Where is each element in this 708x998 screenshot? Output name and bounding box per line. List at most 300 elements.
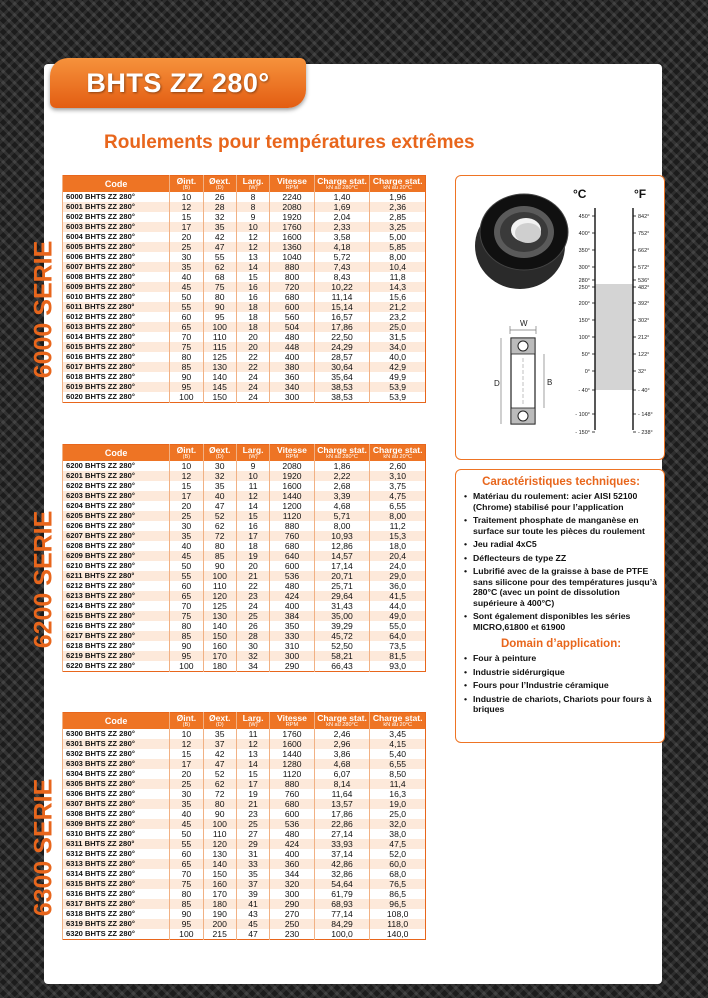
bearing-code-cell: 6012 BHTS ZZ 280°	[63, 312, 170, 322]
table-row	[63, 929, 426, 940]
table-cell: 21,2	[370, 302, 426, 312]
table-cell: 130	[203, 611, 236, 621]
table-cell: 1120	[270, 511, 314, 521]
table-row	[63, 302, 426, 312]
column-header-unit: (D)	[215, 721, 224, 728]
table-cell: 61,79	[314, 889, 370, 899]
table-cell: 800	[270, 272, 314, 282]
bearing-code-cell: 6307 BHTS ZZ 280°	[63, 799, 170, 809]
column-header-label: Øext.	[208, 444, 231, 455]
celsius-tick-label: 100°	[578, 335, 590, 341]
table-cell: 15,14	[314, 302, 370, 312]
column-header-load-20	[370, 713, 426, 729]
bearing-code-cell: 6218 BHTS ZZ 280°	[63, 641, 170, 651]
table-cell: 75	[170, 611, 203, 621]
table-cell: 12	[236, 739, 269, 749]
table-cell: 47	[203, 242, 236, 252]
table-row	[63, 561, 426, 571]
table-cell: 2080	[270, 461, 314, 471]
table-cell: 2,96	[314, 739, 370, 749]
table-row	[63, 312, 426, 322]
table-cell: 55	[170, 571, 203, 581]
table-cell: 760	[270, 789, 314, 799]
table-row	[63, 202, 426, 212]
table-row	[63, 621, 426, 631]
table-row	[63, 242, 426, 252]
table-cell: 42,86	[314, 859, 370, 869]
table-cell: 26	[203, 192, 236, 202]
table-cell: 95	[170, 382, 203, 392]
table-cell: 448	[270, 342, 314, 352]
table-cell: 480	[270, 332, 314, 342]
table-cell: 4,15	[370, 739, 426, 749]
column-header-d-int	[170, 176, 203, 192]
bearing-code-cell: 6308 BHTS ZZ 280°	[63, 809, 170, 819]
table-header-row	[63, 713, 426, 729]
table-cell: 90	[170, 641, 203, 651]
table-cell: 75	[170, 879, 203, 889]
column-header-speed	[270, 713, 314, 729]
bearing-code-cell: 6311 BHTS ZZ 280°	[63, 839, 170, 849]
table-cell: 400	[270, 849, 314, 859]
table-cell: 160	[203, 879, 236, 889]
celsius-tick-label: - 100°	[575, 412, 590, 418]
dim-w-label: W	[520, 319, 528, 328]
bearing-code-cell: 6313 BHTS ZZ 280°	[63, 859, 170, 869]
table-cell: 77,14	[314, 909, 370, 919]
column-header-unit: RPM	[285, 721, 299, 728]
table-cell: 344	[270, 869, 314, 879]
table-cell: 230	[270, 929, 314, 940]
column-header-unit: (B)	[182, 184, 191, 191]
table-row	[63, 749, 426, 759]
table-cell: 110	[203, 581, 236, 591]
brand-banner	[50, 58, 306, 108]
table-row	[63, 392, 426, 403]
table-cell: 310	[270, 641, 314, 651]
table-cell: 58,21	[314, 651, 370, 661]
table-cell: 350	[270, 621, 314, 631]
table-row	[63, 551, 426, 561]
table-cell: 720	[270, 282, 314, 292]
bearing-code-cell: 6320 BHTS ZZ 280°	[63, 929, 170, 940]
table-cell: 19	[236, 551, 269, 561]
table-cell: 34	[236, 661, 269, 672]
table-row	[63, 799, 426, 809]
table-cell: 2,60	[370, 461, 426, 471]
table-cell: 330	[270, 631, 314, 641]
table-cell: 62	[203, 779, 236, 789]
table-cell: 3,25	[370, 222, 426, 232]
table-cell: 28	[203, 202, 236, 212]
operating-range-band	[595, 284, 633, 390]
column-header-unit: kN au 280°C	[326, 721, 358, 728]
column-header-label: Vitesse	[277, 444, 307, 455]
column-header-unit: kN au 280°C	[326, 453, 358, 460]
table-cell: 86,5	[370, 889, 426, 899]
fahrenheit-unit: °F	[634, 187, 647, 201]
list-item: • Lubrifié avec de la graisse à base de PTFE sans silicone pour des températures jusqu’à 280°C (avec un point de dissolution supérieure à 400°C)	[464, 566, 658, 608]
table-cell: 29,64	[314, 591, 370, 601]
table-cell: 7,43	[314, 262, 370, 272]
column-header-label: Code	[104, 447, 128, 458]
table-cell: 35	[236, 869, 269, 879]
column-header-width	[236, 713, 269, 729]
table-cell: 32	[203, 212, 236, 222]
table-cell: 340	[270, 382, 314, 392]
table-cell: 80	[203, 541, 236, 551]
table-cell: 17,86	[314, 809, 370, 819]
table-cell: 215	[203, 929, 236, 940]
table-cell: 47,5	[370, 839, 426, 849]
serie-label-text: 6000 SERIE	[29, 240, 58, 378]
bearing-code-cell: 6003 BHTS ZZ 280°	[63, 222, 170, 232]
bearing-diagram-panel	[455, 175, 665, 460]
bearing-code-cell: 6304 BHTS ZZ 280°	[63, 769, 170, 779]
table-cell: 100	[203, 571, 236, 581]
bearing-code-cell: 6010 BHTS ZZ 280°	[63, 292, 170, 302]
table-cell: 15	[236, 769, 269, 779]
table-cell: 19,0	[370, 799, 426, 809]
table-cell: 90	[203, 302, 236, 312]
table-cell: 39	[236, 889, 269, 899]
table-cell: 40	[170, 541, 203, 551]
table-cell: 25,0	[370, 322, 426, 332]
table-cell: 5,00	[370, 232, 426, 242]
table-cell: 37,14	[314, 849, 370, 859]
table-cell: 12	[236, 242, 269, 252]
table-cell: 3,58	[314, 232, 370, 242]
bearing-code-cell: 6319 BHTS ZZ 280°	[63, 919, 170, 929]
table-row	[63, 571, 426, 581]
table-cell: 44,0	[370, 601, 426, 611]
table-cell: 12	[170, 202, 203, 212]
table-cell: 11,4	[370, 779, 426, 789]
bearing-code-cell: 6015 BHTS ZZ 280°	[63, 342, 170, 352]
table-cell: 100	[170, 392, 203, 403]
table-cell: 41,5	[370, 591, 426, 601]
table-row	[63, 362, 426, 372]
table-cell: 140	[203, 621, 236, 631]
table-cell: 90	[170, 372, 203, 382]
table-cell: 12	[170, 739, 203, 749]
table-cell: 42	[203, 232, 236, 242]
table-row	[63, 541, 426, 551]
table-row	[63, 212, 426, 222]
table-cell: 12	[236, 491, 269, 501]
table-cell: 17,86	[314, 322, 370, 332]
bearing-code-cell: 6002 BHTS ZZ 280°	[63, 212, 170, 222]
table-cell: 2,22	[314, 471, 370, 481]
temperature-scale	[573, 187, 653, 436]
table-row	[63, 879, 426, 889]
list-item: • Déflecteurs de type ZZ	[464, 553, 658, 564]
table-row	[63, 501, 426, 511]
table-cell: 31	[236, 849, 269, 859]
table-cell: 47	[203, 759, 236, 769]
table-cell: 40,0	[370, 352, 426, 362]
table-row	[63, 869, 426, 879]
table-cell: 20	[170, 501, 203, 511]
table-cell: 68,0	[370, 869, 426, 879]
table-cell: 600	[270, 809, 314, 819]
table-row	[63, 262, 426, 272]
table-cell: 15	[236, 272, 269, 282]
table-cell: 35	[203, 222, 236, 232]
column-header-label: Charge stat.	[317, 712, 367, 723]
table-cell: 8,00	[370, 511, 426, 521]
table-cell: 66,43	[314, 661, 370, 672]
table-cell: 130	[203, 849, 236, 859]
column-header-unit: RPM	[285, 453, 299, 460]
table-cell: 62	[203, 262, 236, 272]
table-cell: 50	[170, 292, 203, 302]
page-headline: Roulements pour températures extrêmes	[104, 132, 475, 153]
table-cell: 1600	[270, 232, 314, 242]
table-cell: 5,72	[314, 252, 370, 262]
table-cell: 12	[236, 232, 269, 242]
table-cell: 14	[236, 759, 269, 769]
table-cell: 80	[203, 292, 236, 302]
bearing-section-drawing	[501, 326, 544, 424]
table-cell: 45,72	[314, 631, 370, 641]
table-cell: 145	[203, 382, 236, 392]
table-cell: 1,40	[314, 192, 370, 202]
table-cell: 50	[170, 561, 203, 571]
bearing-code-cell: 6008 BHTS ZZ 280°	[63, 272, 170, 282]
table-cell: 60	[170, 581, 203, 591]
list-item: • Fours pour l’Industrie céramique	[464, 680, 658, 691]
table-cell: 45	[170, 819, 203, 829]
table-cell: 18,0	[370, 541, 426, 551]
table-cell: 75	[170, 342, 203, 352]
table-row	[63, 232, 426, 242]
column-header-code	[63, 176, 170, 192]
table-cell: 20,71	[314, 571, 370, 581]
fahrenheit-tick-label: 662°	[638, 248, 650, 254]
table-cell: 8	[236, 192, 269, 202]
table-row	[63, 252, 426, 262]
table-cell: 20	[170, 232, 203, 242]
column-header-unit: (B)	[182, 721, 191, 728]
table-cell: 35,64	[314, 372, 370, 382]
celsius-tick-label: - 150°	[575, 430, 590, 436]
table-cell: 1760	[270, 729, 314, 739]
column-header-unit: kN au 20°C	[383, 721, 412, 728]
table-cell: 480	[270, 581, 314, 591]
column-header-unit: (W)	[248, 184, 258, 191]
table-row	[63, 809, 426, 819]
table-cell: 250	[270, 919, 314, 929]
column-header-unit: RPM	[285, 184, 299, 191]
bearing-code-cell: 6302 BHTS ZZ 280°	[63, 749, 170, 759]
table-cell: 54,64	[314, 879, 370, 889]
table-cell: 4,75	[370, 491, 426, 501]
list-item: • Industrie sidérurgique	[464, 667, 658, 678]
table-cell: 31,5	[370, 332, 426, 342]
table-cell: 160	[203, 641, 236, 651]
bearing-code-cell: 6215 BHTS ZZ 280°	[63, 611, 170, 621]
celsius-tick-label: 350°	[578, 248, 590, 254]
column-header-code	[63, 445, 170, 461]
table-cell: 29	[236, 839, 269, 849]
serie-label-text: 6200 SERIE	[29, 510, 58, 648]
table-cell: 115	[203, 342, 236, 352]
table-cell: 60,0	[370, 859, 426, 869]
table-cell: 68	[203, 272, 236, 282]
bearing-code-cell: 6301 BHTS ZZ 280°	[63, 739, 170, 749]
table-cell: 16,3	[370, 789, 426, 799]
table-cell: 75	[203, 282, 236, 292]
table-cell: 35	[203, 729, 236, 739]
column-header-unit: (D)	[215, 184, 224, 191]
bearing-code-cell: 6300 BHTS ZZ 280°	[63, 729, 170, 739]
table-cell: 17	[170, 222, 203, 232]
table-cell: 33,93	[314, 839, 370, 849]
table-cell: 108,0	[370, 909, 426, 919]
table-cell: 100	[203, 819, 236, 829]
table-cell: 15	[170, 212, 203, 222]
table-cell: 45	[236, 919, 269, 929]
table-cell: 85	[170, 631, 203, 641]
table-cell: 55	[203, 252, 236, 262]
table-cell: 4,68	[314, 759, 370, 769]
table-cell: 680	[270, 541, 314, 551]
table-cell: 140	[203, 859, 236, 869]
column-header-unit: kN au 20°C	[383, 453, 412, 460]
table-cell: 536	[270, 819, 314, 829]
bearing-code-cell: 6014 BHTS ZZ 280°	[63, 332, 170, 342]
table-cell: 36,0	[370, 581, 426, 591]
table-cell: 5,71	[314, 511, 370, 521]
table-cell: 35,00	[314, 611, 370, 621]
table-cell: 504	[270, 322, 314, 332]
column-header-speed	[270, 176, 314, 192]
fahrenheit-tick-label: - 148°	[638, 412, 653, 418]
table-row	[63, 849, 426, 859]
table-cell: 18	[236, 322, 269, 332]
table-cell: 12,86	[314, 541, 370, 551]
fahrenheit-tick-label: 392°	[638, 301, 650, 307]
table-cell: 21	[236, 571, 269, 581]
characteristics-panel	[455, 469, 665, 743]
bearing-code-cell: 6220 BHTS ZZ 280°	[63, 661, 170, 672]
table-cell: 25,71	[314, 581, 370, 591]
fahrenheit-tick-label: - 238°	[638, 430, 653, 436]
table-row	[63, 372, 426, 382]
table-cell: 180	[203, 661, 236, 672]
celsius-tick-label: 300°	[578, 265, 590, 271]
bearing-code-cell: 6007 BHTS ZZ 280°	[63, 262, 170, 272]
celsius-tick-label: 250°	[578, 285, 590, 291]
table-cell: 42	[203, 749, 236, 759]
table-cell: 1,86	[314, 461, 370, 471]
table-cell: 84,29	[314, 919, 370, 929]
table-cell: 30	[203, 461, 236, 471]
application-title: Domain d’application:	[500, 638, 622, 650]
column-header-label: Charge stat.	[372, 175, 423, 186]
table-cell: 16,57	[314, 312, 370, 322]
fahrenheit-tick-label: 122°	[638, 352, 650, 358]
bearing-code-cell: 6200 BHTS ZZ 280°	[63, 461, 170, 471]
table-cell: 24	[236, 372, 269, 382]
table-cell: 18	[236, 541, 269, 551]
table-cell: 6,07	[314, 769, 370, 779]
bearing-code-cell: 6312 BHTS ZZ 280°	[63, 849, 170, 859]
table-cell: 11,2	[370, 521, 426, 531]
table-cell: 73,5	[370, 641, 426, 651]
table-cell: 52	[203, 769, 236, 779]
table-row	[63, 631, 426, 641]
characteristics-title: Caractéristiques techniques:	[482, 476, 640, 488]
table-cell: 5,85	[370, 242, 426, 252]
table-cell: 15,6	[370, 292, 426, 302]
table-cell: 424	[270, 839, 314, 849]
table-cell: 35	[170, 799, 203, 809]
table-cell: 10	[170, 729, 203, 739]
table-cell: 72	[203, 789, 236, 799]
celsius-tick-label: 200°	[578, 301, 590, 307]
table-cell: 14,3	[370, 282, 426, 292]
table-cell: 11	[236, 481, 269, 491]
table-cell: 30	[170, 521, 203, 531]
table-6300-serie	[62, 712, 426, 940]
table-cell: 150	[203, 869, 236, 879]
table-row	[63, 491, 426, 501]
list-item: • Matériau du roulement: acier AISI 52100 (Chrome) stabilisé pour l’application	[464, 491, 658, 512]
table-cell: 24	[236, 601, 269, 611]
column-header-code	[63, 713, 170, 729]
celsius-tick-label: 50°	[581, 352, 590, 358]
serie-label-text: 6300 SERIE	[29, 778, 58, 916]
table-cell: 1600	[270, 739, 314, 749]
bearing-code-cell: 6004 BHTS ZZ 280°	[63, 232, 170, 242]
table-cell: 13	[236, 749, 269, 759]
celsius-tick-label: 280°	[578, 278, 590, 284]
bearing-code-cell: 6018 BHTS ZZ 280°	[63, 372, 170, 382]
bearing-code-cell: 6205 BHTS ZZ 280°	[63, 511, 170, 521]
column-header-label: Øint.	[176, 175, 197, 186]
table-cell: 2,85	[370, 212, 426, 222]
table-cell: 1600	[270, 481, 314, 491]
table-header-row	[63, 445, 426, 461]
bearing-code-cell: 6204 BHTS ZZ 280°	[63, 501, 170, 511]
celsius-tick-label: - 40°	[578, 388, 590, 394]
table-cell: 11	[236, 729, 269, 739]
table-6000-serie	[62, 175, 426, 403]
table-cell: 16	[236, 521, 269, 531]
fahrenheit-tick-label: 572°	[638, 265, 650, 271]
table-cell: 50	[170, 829, 203, 839]
column-header-label: Larg.	[242, 175, 264, 186]
bearing-code-cell: 6315 BHTS ZZ 280°	[63, 879, 170, 889]
table-cell: 10	[236, 222, 269, 232]
table-cell: 2240	[270, 192, 314, 202]
bearing-code-cell: 6006 BHTS ZZ 280°	[63, 252, 170, 262]
table-cell: 90	[170, 909, 203, 919]
table-cell: 13,57	[314, 799, 370, 809]
table-row	[63, 661, 426, 672]
table-cell: 290	[270, 661, 314, 672]
table-row	[63, 282, 426, 292]
table-cell: 20	[236, 332, 269, 342]
bearing-code-cell: 6303 BHTS ZZ 280°	[63, 759, 170, 769]
table-row	[63, 272, 426, 282]
bearing-code-cell: 6011 BHTS ZZ 280°	[63, 302, 170, 312]
table-cell: 880	[270, 262, 314, 272]
table-cell: 1280	[270, 759, 314, 769]
table-cell: 35	[170, 262, 203, 272]
